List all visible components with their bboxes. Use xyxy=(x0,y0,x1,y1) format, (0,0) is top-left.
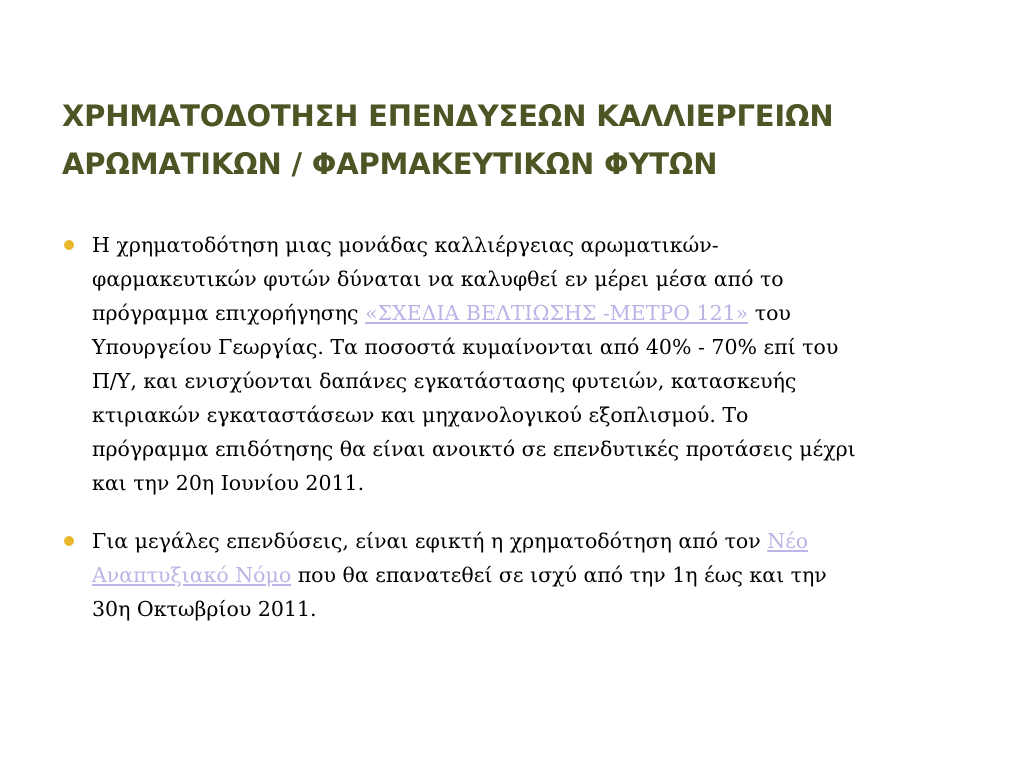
development-law-link-part-1[interactable]: Νέο xyxy=(767,529,809,553)
bullet-line: φαρμακευτικών φυτών δύναται να καλυφθεί εν μέρει μέσα από το xyxy=(92,267,784,291)
bullet-line: κτιριακών εγκαταστάσεων και μηχανολογικού εξοπλισμού. Το xyxy=(92,403,749,427)
bullet-line xyxy=(92,524,962,558)
bullet-item-funding-program xyxy=(62,228,962,500)
bullet-dot-icon xyxy=(64,536,74,546)
bullet-line xyxy=(92,558,962,592)
bullet-line-text: Για μεγάλες επενδύσεις, είναι εφικτή η χρηματοδότηση από τον xyxy=(92,529,768,553)
bullet-line: 30η Οκτωβρίου 2011. xyxy=(92,597,317,621)
development-law-link-part-2[interactable]: Αναπτυξιακό Νόμο xyxy=(92,563,292,587)
bullet-line-text: του xyxy=(748,301,791,325)
bullet-line-text: πρόγραμμα επιχορήγησης xyxy=(92,301,366,325)
bullet-line xyxy=(92,296,962,330)
bullet-line: πρόγραμμα επιδότησης θα είναι ανοικτό σε επενδυτικές προτάσεις μέχρι xyxy=(92,437,856,461)
bullet-line-text: που θα επανατεθεί σε ισχύ από την 1η έως και την xyxy=(291,563,827,587)
bullet-text xyxy=(92,228,962,500)
bullet-line: και την 20η Ιουνίου 2011. xyxy=(92,471,365,495)
bullet-line: Η χρηματοδότηση μιας μονάδας καλλιέργειας αρωματικών- xyxy=(92,233,719,257)
bullet-list xyxy=(62,228,962,650)
bullet-text xyxy=(92,524,962,626)
bullet-line: Π/Υ, και ενισχύονται δαπάνες εγκατάστασης φυτειών, κατασκευής xyxy=(92,369,797,393)
slide-title xyxy=(62,92,962,188)
bullet-line: Υπουργείου Γεωργίας. Τα ποσοστά κυμαίνονται από 40% - 70% επί του xyxy=(92,335,839,359)
slide-title-line-2: ΑΡΩΜΑΤΙΚΩΝ / ΦΑΡΜΑΚΕΥΤΙΚΩΝ ΦΥΤΩΝ xyxy=(62,147,718,181)
bullet-item-large-investments xyxy=(62,524,962,626)
measure-121-link[interactable]: «ΣΧΕΔΙΑ ΒΕΛΤΙΩΣΗΣ -ΜΕΤΡΟ 121» xyxy=(365,301,749,325)
slide-title-line-1: ΧΡΗΜΑΤΟΔΟΤΗΣΗ ΕΠΕΝΔΥΣΕΩΝ ΚΑΛΛΙΕΡΓΕΙΩΝ xyxy=(62,99,834,133)
bullet-dot-icon xyxy=(64,240,74,250)
